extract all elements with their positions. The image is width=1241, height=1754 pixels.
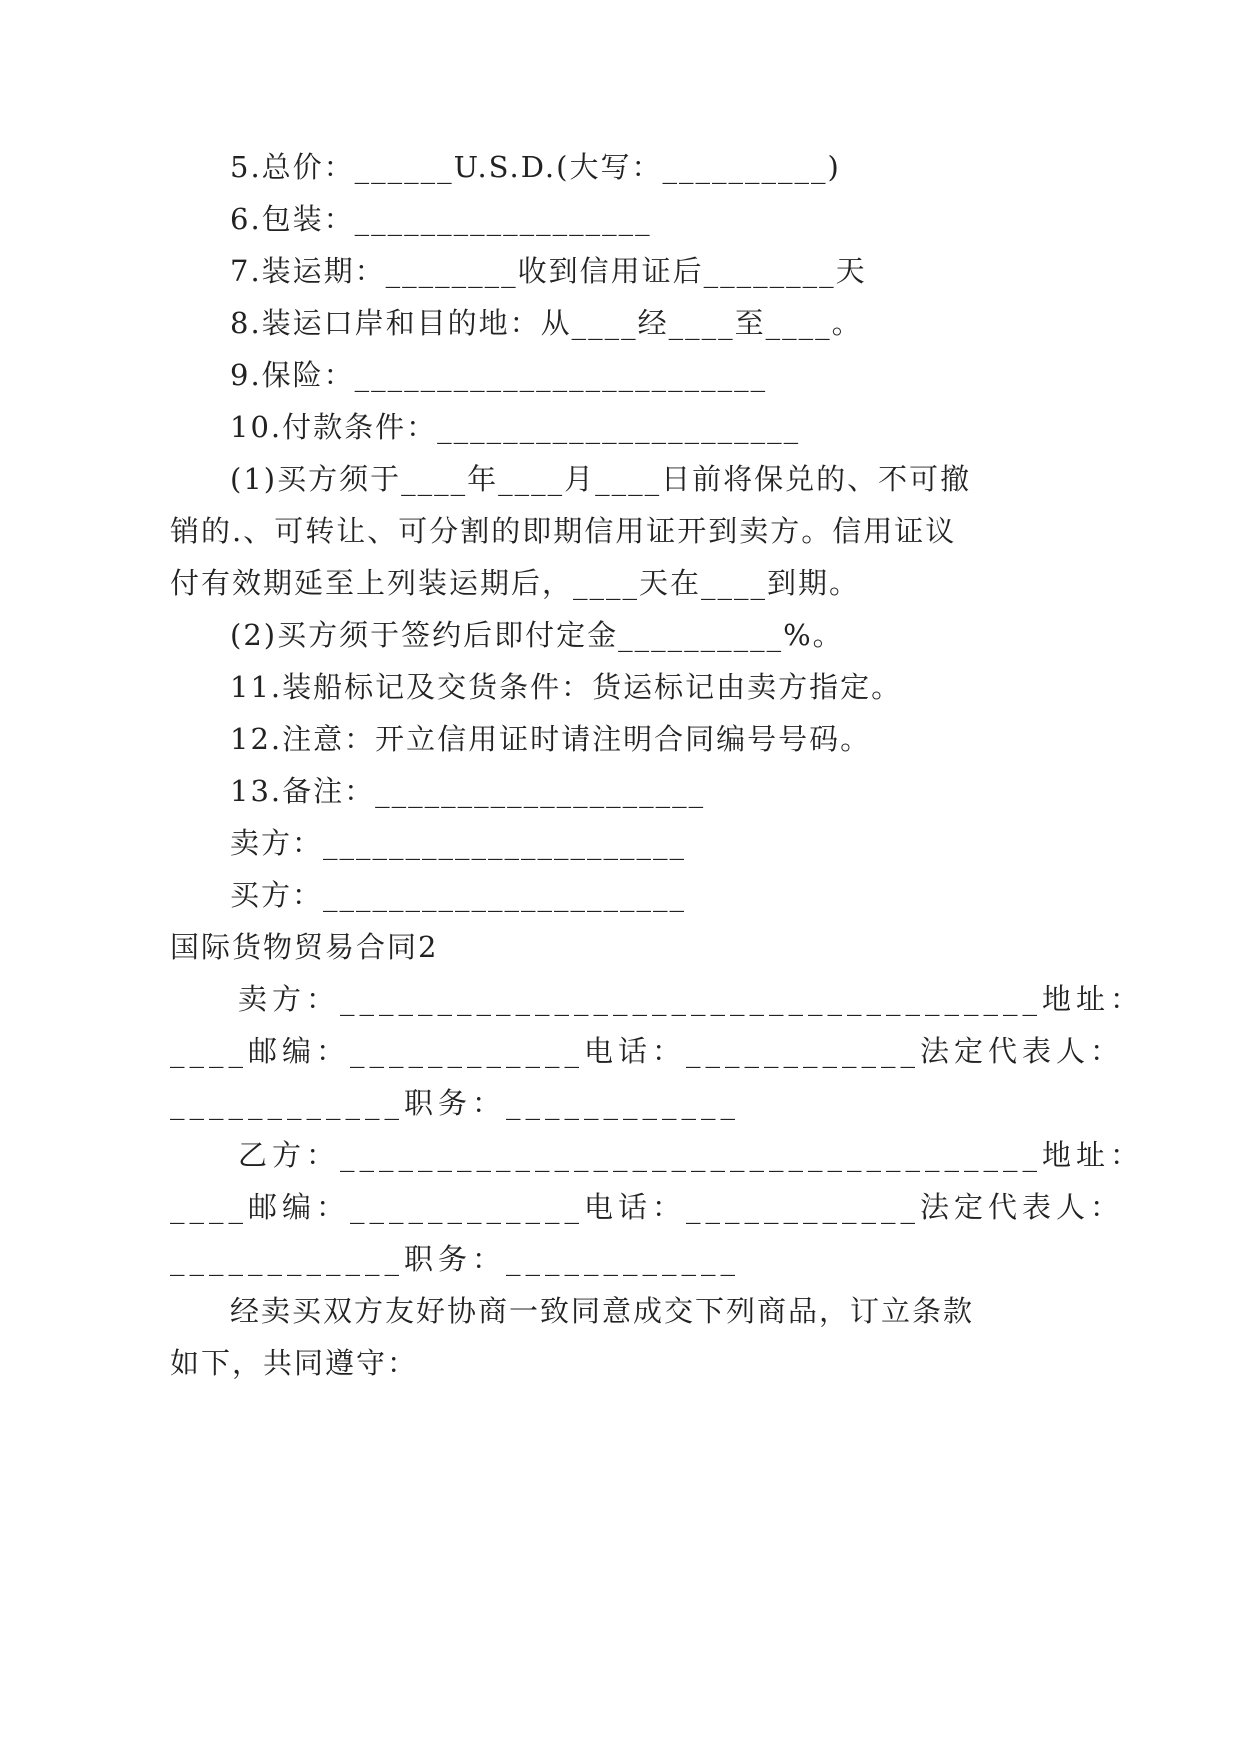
intro-paragraph-line-2: 如下，共同遵守： xyxy=(170,1346,419,1380)
payment-clause-1-line-1: (1)买方须于____年____月____日前将保兑的、不可撤 xyxy=(230,462,972,496)
clause-total-price: 5.总价：______U.S.D.(大写：__________) xyxy=(230,150,841,184)
payment-clause-1-line-3: 付有效期延至上列装运期后，____天在____到期。 xyxy=(170,566,861,600)
seller-info-line-3: ____________职务：____________ xyxy=(170,1086,741,1120)
clause-notice: 12.注意：开立信用证时请注明合同编号号码。 xyxy=(230,722,872,756)
clause-packing: 6.包装：__________________ xyxy=(230,202,652,236)
intro-paragraph-line-1: 经卖买双方友好协商一致同意成交下列商品，订立条款 xyxy=(230,1294,975,1328)
seller-info-line-2: ____邮编：____________电话：____________法定代表人： xyxy=(170,1034,1125,1068)
clause-shipping-marks: 11.装船标记及交货条件：货运标记由卖方指定。 xyxy=(230,670,903,704)
party-b-info-line-3: ____________职务：____________ xyxy=(170,1242,741,1276)
clause-payment-terms: 10.付款条件：______________________ xyxy=(230,410,801,444)
clause-shipment-period: 7.装运期：________收到信用证后________天 xyxy=(230,254,867,288)
contract-2-title: 国际货物贸易合同2 xyxy=(170,930,439,964)
seller-signature-line: 卖方：______________________ xyxy=(230,826,687,860)
party-b-info-line-2: ____邮编：____________电话：____________法定代表人： xyxy=(170,1190,1125,1224)
seller-info-line-1: 卖方：____________________________________地址： xyxy=(238,982,1145,1016)
clause-remarks: 13.备注：____________________ xyxy=(230,774,706,808)
clause-port-destination: 8.装运口岸和目的地：从____经____至____。 xyxy=(230,306,863,340)
clause-insurance: 9.保险：_________________________ xyxy=(230,358,768,392)
party-b-info-line-1: 乙方：____________________________________地址： xyxy=(238,1138,1145,1172)
payment-clause-1-line-2: 销的.、可转让、可分割的即期信用证开到卖方。信用证议 xyxy=(170,514,957,548)
buyer-signature-line: 买方：______________________ xyxy=(230,878,687,912)
payment-clause-2: (2)买方须于签约后即付定金__________%。 xyxy=(230,618,844,652)
